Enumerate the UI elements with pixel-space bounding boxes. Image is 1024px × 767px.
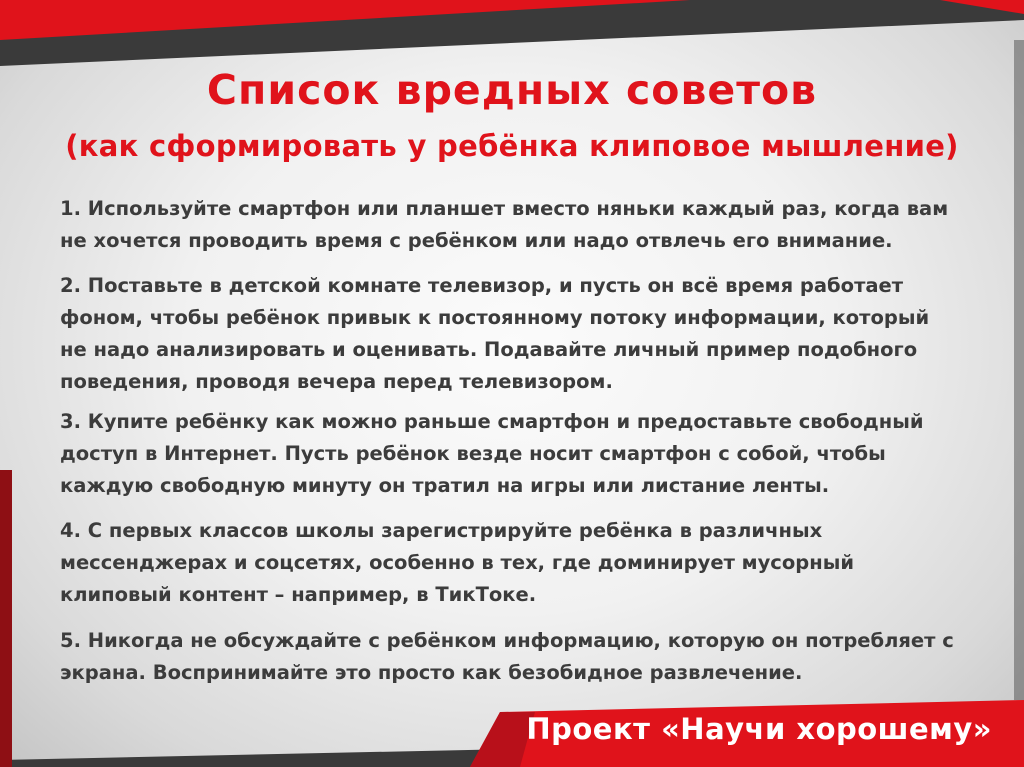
tip-5: 5. Никогда не обсуждайте с ребёнком информацию, которую он потребляет с экрана. Воспринимайте это просто как безобидное развлечение. xyxy=(60,629,954,684)
slide-title: Список вредных советов xyxy=(206,66,818,114)
tip-4: 4. С первых классов школы зарегистрируйте ребёнка в различных мессенджерах и соцсетях, особенно в тех, где доминирует мусорный клиповый контент – например, в ТикТоке. xyxy=(60,519,854,606)
slide-subtitle: (как сформировать у ребёнка клиповое мышление) xyxy=(65,129,959,163)
left-red-sliver xyxy=(0,470,12,767)
project-footer: Проект «Научи хорошему» xyxy=(526,712,992,746)
tip-3: 3. Купите ребёнку как можно раньше смартфон и предоставьте свободный доступ в Интернет. Пусть ребёнок везде носит смартфон с собой, чтобы каждую свободную минуту он тратил на игры или листание ленты. xyxy=(60,410,924,497)
tip-2: 2. Поставьте в детской комнате телевизор, и пусть он всё время работает фоном, чтобы ребёнок привык к постоянному потоку информации, который не надо анализировать и оценивать. Подавайте личный пример подобного поведения, проводя вечера перед телевизором. xyxy=(60,274,930,393)
tip-1: 1. Используйте смартфон или планшет вместо няньки каждый раз, когда вам не хочется проводить время с ребёнком или надо отвлечь его внимание. xyxy=(60,197,949,252)
